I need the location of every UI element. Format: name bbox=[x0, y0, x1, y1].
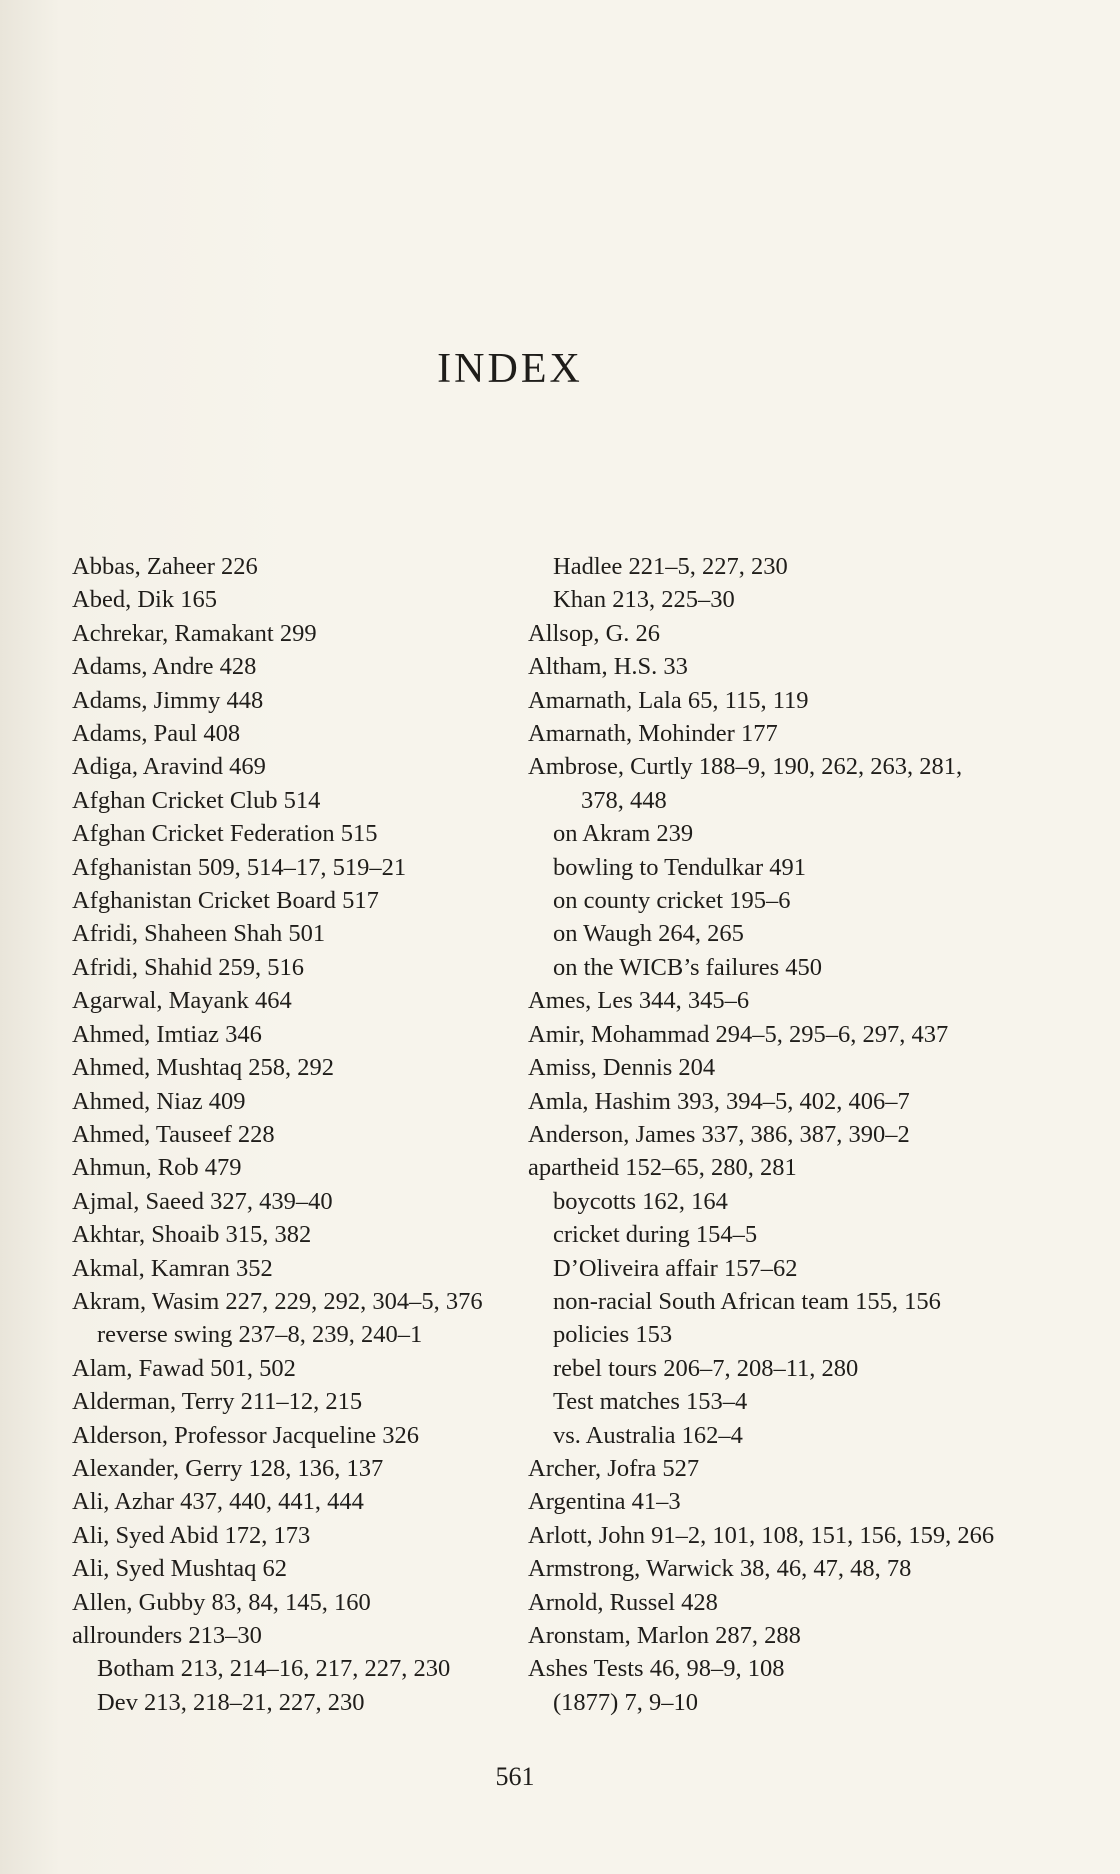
index-entry: Ames, Les 344, 345–6 bbox=[528, 987, 750, 1015]
index-subentry: on county cricket 195–6 bbox=[553, 887, 791, 915]
index-entry: Armstrong, Warwick 38, 46, 47, 48, 78 bbox=[528, 1555, 912, 1583]
index-entry: Arlott, John 91–2, 101, 108, 151, 156, 159, 266 bbox=[528, 1521, 995, 1549]
index-entry: Ahmed, Mushtaq 258, 292 bbox=[72, 1054, 334, 1082]
index-entry: Ahmed, Imtiaz 346 bbox=[72, 1020, 262, 1048]
page-number: 561 bbox=[495, 1762, 535, 1791]
index-subentry: Khan 213, 225–30 bbox=[553, 586, 735, 614]
index-entry: Aronstam, Marlon 287, 288 bbox=[528, 1622, 801, 1649]
index-entry: Alderman, Terry 211–12, 215 bbox=[72, 1388, 363, 1416]
index-entry: Achrekar, Ramakant 299 bbox=[72, 619, 317, 647]
index-entry: Ali, Syed Mushtaq 62 bbox=[72, 1555, 288, 1583]
index-entry: Ali, Syed Abid 172, 173 bbox=[72, 1521, 311, 1549]
index-entry: Alam, Fawad 501, 502 bbox=[72, 1354, 296, 1382]
index-entry: Afridi, Shaheen Shah 501 bbox=[72, 920, 326, 948]
index-entry: Arnold, Russel 428 bbox=[528, 1588, 718, 1616]
index-subentry: Dev 213, 218–21, 227, 230 bbox=[97, 1688, 365, 1716]
index-subentry: reverse swing 237–8, 239, 240–1 bbox=[97, 1321, 423, 1349]
index-entry: allrounders 213–30 bbox=[72, 1622, 262, 1649]
page-title: INDEX bbox=[437, 346, 583, 392]
index-subentry: vs. Australia 162–4 bbox=[553, 1421, 743, 1449]
index-column-right bbox=[528, 550, 1028, 1719]
index-entry: Allen, Gubby 83, 84, 145, 160 bbox=[72, 1588, 371, 1616]
index-entry: Akhtar, Shoaib 315, 382 bbox=[72, 1221, 312, 1249]
index-entry: Agarwal, Mayank 464 bbox=[72, 987, 292, 1015]
index-entry: Amarnath, Lala 65, 115, 119 bbox=[528, 686, 809, 714]
index-entry: Adams, Paul 408 bbox=[72, 720, 241, 748]
index-entry: Adiga, Aravind 469 bbox=[72, 753, 266, 781]
index-column-left bbox=[72, 550, 522, 1719]
index-entry: Afghan Cricket Federation 515 bbox=[72, 820, 378, 848]
index-entry: Amiss, Dennis 204 bbox=[528, 1054, 716, 1082]
index-subentry: Botham 213, 214–16, 217, 227, 230 bbox=[97, 1655, 451, 1683]
index-entry: Ahmun, Rob 479 bbox=[72, 1154, 242, 1182]
index-subentry: boycotts 162, 164 bbox=[553, 1187, 728, 1215]
index-entry: Adams, Andre 428 bbox=[72, 653, 257, 681]
index-entry: Allsop, G. 26 bbox=[528, 619, 661, 647]
index-entry: Argentina 41–3 bbox=[528, 1488, 681, 1516]
index-entry: Ashes Tests 46, 98–9, 108 bbox=[528, 1655, 785, 1683]
index-subentry: D’Oliveira affair 157–62 bbox=[553, 1254, 798, 1282]
index-entry: Alderson, Professor Jacqueline 326 bbox=[72, 1421, 420, 1449]
index-entry: Adams, Jimmy 448 bbox=[72, 686, 264, 714]
index-subentry: rebel tours 206–7, 208–11, 280 bbox=[553, 1354, 859, 1382]
index-entry: Afghanistan Cricket Board 517 bbox=[72, 887, 379, 915]
index-entry: apartheid 152–65, 280, 281 bbox=[528, 1154, 797, 1182]
index-entry: Afridi, Shahid 259, 516 bbox=[72, 953, 305, 981]
index-subentry: cricket during 154–5 bbox=[553, 1221, 758, 1249]
index-subentry: on the WICB’s failures 450 bbox=[553, 953, 823, 981]
index-entry-continuation: 378, 448 bbox=[581, 786, 667, 814]
index-entry: Ahmed, Tauseef 228 bbox=[72, 1120, 275, 1148]
index-entry: Afghan Cricket Club 514 bbox=[72, 786, 321, 814]
index-subentry: bowling to Tendulkar 491 bbox=[553, 853, 807, 881]
index-entry: Amla, Hashim 393, 394–5, 402, 406–7 bbox=[528, 1087, 910, 1115]
index-entry: Ajmal, Saeed 327, 439–40 bbox=[72, 1187, 333, 1215]
index-subentry: on Waugh 264, 265 bbox=[553, 920, 744, 948]
index-entry: Archer, Jofra 527 bbox=[528, 1454, 700, 1482]
index-subentry: Hadlee 221–5, 227, 230 bbox=[553, 553, 788, 580]
index-entry: Ambrose, Curtly 188–9, 190, 262, 263, 281, bbox=[528, 753, 963, 781]
index-subentry: Test matches 153–4 bbox=[553, 1388, 748, 1416]
index-entry: Abbas, Zaheer 226 bbox=[72, 553, 258, 580]
index-subentry: policies 153 bbox=[553, 1321, 673, 1349]
index-entry: Akmal, Kamran 352 bbox=[72, 1254, 273, 1282]
index-entry: Alexander, Gerry 128, 136, 137 bbox=[72, 1454, 384, 1482]
index-entry: Abed, Dik 165 bbox=[72, 586, 217, 614]
index-entry: Anderson, James 337, 386, 387, 390–2 bbox=[528, 1120, 910, 1148]
index-subentry: on Akram 239 bbox=[553, 820, 694, 848]
index-subentry: (1877) 7, 9–10 bbox=[553, 1688, 698, 1716]
index-entry: Akram, Wasim 227, 229, 292, 304–5, 376 bbox=[72, 1287, 483, 1315]
index-entry: Amarnath, Mohinder 177 bbox=[528, 720, 778, 748]
index-entry: Altham, H.S. 33 bbox=[528, 653, 688, 681]
index-subentry: non-racial South African team 155, 156 bbox=[553, 1287, 941, 1315]
index-entry: Amir, Mohammad 294–5, 295–6, 297, 437 bbox=[528, 1020, 949, 1048]
index-entry: Ahmed, Niaz 409 bbox=[72, 1087, 246, 1115]
index-entry: Ali, Azhar 437, 440, 441, 444 bbox=[72, 1488, 364, 1516]
index-entry: Afghanistan 509, 514–17, 519–21 bbox=[72, 853, 407, 881]
